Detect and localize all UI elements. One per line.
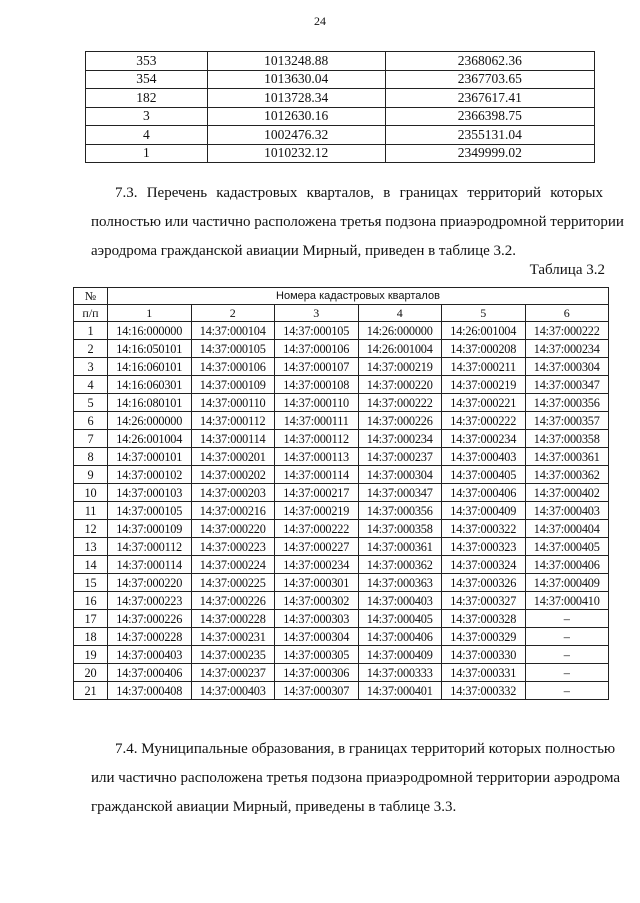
table-cell: 182	[86, 89, 208, 108]
table-cell: 14:37:000220	[108, 574, 192, 592]
table-cell: 14:37:000105	[275, 322, 359, 340]
table-cell: 14:37:000403	[191, 682, 275, 700]
table-row	[74, 592, 609, 610]
table-cell: 354	[86, 70, 208, 89]
table-cell: 14:37:000208	[442, 340, 526, 358]
table-cell: 14:37:000358	[358, 520, 442, 538]
paragraph-line: или частично расположена третья подзона приаэродромной территории аэродрома	[91, 770, 621, 786]
table-cell: –	[525, 646, 609, 664]
table-cell: 14:37:000409	[525, 574, 609, 592]
table-row	[86, 52, 595, 71]
table-cell: 14:37:000203	[191, 484, 275, 502]
table-cell: 14:37:000217	[275, 484, 359, 502]
table-cell: 14:37:000329	[442, 628, 526, 646]
table-row	[74, 448, 609, 466]
table-cell: 14:37:000108	[275, 376, 359, 394]
table-cell: 1002476.32	[207, 126, 385, 145]
table-cell: 14:37:000403	[358, 592, 442, 610]
header-column-number: 1	[108, 305, 192, 322]
table-cell: 14:37:000104	[191, 322, 275, 340]
table-row	[74, 322, 609, 340]
table-cell: 14:37:000234	[525, 340, 609, 358]
table-cell: 14:37:000331	[442, 664, 526, 682]
table-cell: 14:37:000408	[108, 682, 192, 700]
table-cell: 14:16:000000	[108, 322, 192, 340]
table-cell: 14:26:001004	[442, 322, 526, 340]
table-cell: 14:37:000234	[358, 430, 442, 448]
paragraph-line: 7.3. Перечень кадастровых кварталов, в границах территорий которых	[115, 185, 603, 201]
table-cell: 14:37:000363	[358, 574, 442, 592]
table-cell: 14:37:000327	[442, 592, 526, 610]
table-cell: 14:16:080101	[108, 394, 192, 412]
page-number: 24	[314, 14, 326, 28]
table-row	[74, 412, 609, 430]
row-number-cell: 6	[74, 412, 108, 430]
table-row	[86, 89, 595, 108]
row-number-cell: 8	[74, 448, 108, 466]
table-cell: 1012630.16	[207, 107, 385, 126]
table-cell: 14:37:000109	[108, 520, 192, 538]
table-row	[74, 646, 609, 664]
table-row	[86, 107, 595, 126]
table-row	[74, 430, 609, 448]
table-cell: 14:37:000362	[525, 466, 609, 484]
table-cell: 14:37:000307	[275, 682, 359, 700]
row-number-cell: 11	[74, 502, 108, 520]
table-cell: 14:37:000226	[108, 610, 192, 628]
table-cell: 2366398.75	[385, 107, 594, 126]
table-cell: 14:37:000225	[191, 574, 275, 592]
table-cell: 14:37:000107	[275, 358, 359, 376]
paragraph-line: 7.4. Муниципальные образования, в границах территорий которых полностью	[115, 741, 616, 757]
table-cell: 14:37:000403	[108, 646, 192, 664]
table-cell: 14:37:000301	[275, 574, 359, 592]
table-cell: 14:37:000324	[442, 556, 526, 574]
row-number-cell: 17	[74, 610, 108, 628]
table-cell: 14:37:000332	[442, 682, 526, 700]
row-number-cell: 13	[74, 538, 108, 556]
table-row	[74, 358, 609, 376]
table-cell: 14:37:000347	[525, 376, 609, 394]
table-cell: 14:37:000361	[358, 538, 442, 556]
row-number-cell: 4	[74, 376, 108, 394]
table-cell: 1013630.04	[207, 70, 385, 89]
table-cell: 14:37:000403	[525, 502, 609, 520]
row-number-cell: 1	[74, 322, 108, 340]
table-cell: 14:37:000405	[442, 466, 526, 484]
table-cell: 14:37:000304	[525, 358, 609, 376]
table-cell: 14:37:000406	[442, 484, 526, 502]
table-cell: 14:37:000409	[358, 646, 442, 664]
table-cell: 2367703.65	[385, 70, 594, 89]
table-cell: 14:37:000361	[525, 448, 609, 466]
table-cell: 14:37:000112	[191, 412, 275, 430]
row-number-cell: 16	[74, 592, 108, 610]
table-cell: –	[525, 610, 609, 628]
table-cell: 14:37:000226	[191, 592, 275, 610]
header-column-number: 5	[442, 305, 526, 322]
table-cell: 14:37:000227	[275, 538, 359, 556]
row-number-cell: 21	[74, 682, 108, 700]
table-cell: 14:37:000106	[275, 340, 359, 358]
row-number-cell: 7	[74, 430, 108, 448]
row-number-cell: 19	[74, 646, 108, 664]
row-number-cell: 5	[74, 394, 108, 412]
table-cell: 14:37:000221	[442, 394, 526, 412]
table-row	[74, 610, 609, 628]
table-cell: 14:37:000403	[442, 448, 526, 466]
table-cell: 14:37:000219	[358, 358, 442, 376]
table-cell: –	[525, 628, 609, 646]
table-cell: 14:37:000101	[108, 448, 192, 466]
table-caption: Таблица 3.2	[529, 262, 605, 278]
table-cell: –	[525, 682, 609, 700]
paragraph-7-4	[91, 735, 621, 822]
table-cell: 14:37:000401	[358, 682, 442, 700]
table-cell: 14:37:000228	[108, 628, 192, 646]
table-row	[86, 144, 595, 163]
paragraph-line: аэродрома гражданской авиации Мирный, приведен в таблице 3.2.	[91, 243, 517, 259]
table-cell: 14:37:000303	[275, 610, 359, 628]
table-cell: 14:37:000211	[442, 358, 526, 376]
table-row	[74, 376, 609, 394]
header-pp: п/п	[74, 305, 108, 322]
table-cell: 14:37:000404	[525, 520, 609, 538]
table-cell: 14:37:000222	[358, 394, 442, 412]
coordinates-table-body	[86, 52, 595, 163]
header-row-columns	[74, 305, 609, 322]
row-number-cell: 20	[74, 664, 108, 682]
table-cell: 14:37:000406	[525, 556, 609, 574]
table-cell: 14:26:000000	[108, 412, 192, 430]
table-cell: 14:37:000114	[108, 556, 192, 574]
table-cell: 14:37:000220	[191, 520, 275, 538]
table-cell: 14:37:000220	[358, 376, 442, 394]
table-cell: 14:37:000406	[108, 664, 192, 682]
table-cell: 14:37:000114	[191, 430, 275, 448]
row-number-cell: 3	[74, 358, 108, 376]
table-cell: 2367617.41	[385, 89, 594, 108]
table-row	[74, 628, 609, 646]
table-cell: 14:37:000228	[191, 610, 275, 628]
row-number-cell: 10	[74, 484, 108, 502]
row-number-cell: 9	[74, 466, 108, 484]
table-cell: 1013248.88	[207, 52, 385, 71]
table-cell: 14:37:000358	[525, 430, 609, 448]
table-cell: 14:37:000323	[442, 538, 526, 556]
table-cell: 14:37:000223	[108, 592, 192, 610]
table-row	[74, 682, 609, 700]
table-cell: 14:26:001004	[358, 340, 442, 358]
table-cell: 14:37:000102	[108, 466, 192, 484]
table-cell: 14:37:000305	[275, 646, 359, 664]
table-row	[74, 520, 609, 538]
table-row	[74, 466, 609, 484]
table-cell: 14:37:000405	[525, 538, 609, 556]
header-column-number: 2	[191, 305, 275, 322]
row-number-cell: 14	[74, 556, 108, 574]
header-group-title: Номера кадастровых кварталов	[108, 288, 609, 305]
row-number-cell: 18	[74, 628, 108, 646]
table-cell: 14:16:050101	[108, 340, 192, 358]
table-cell: 14:37:000356	[358, 502, 442, 520]
table-cell: 14:37:000304	[358, 466, 442, 484]
table-cell: 14:37:000216	[191, 502, 275, 520]
table-cell: 1	[86, 144, 208, 163]
table-cell: 14:26:001004	[108, 430, 192, 448]
table-cell: 14:37:000237	[358, 448, 442, 466]
table-cell: 14:37:000219	[275, 502, 359, 520]
table-cell: 14:37:000112	[108, 538, 192, 556]
table-cell: 14:37:000224	[191, 556, 275, 574]
table-cell: 14:37:000105	[191, 340, 275, 358]
table-cell: 14:37:000223	[191, 538, 275, 556]
table-cell: 2349999.02	[385, 144, 594, 163]
table-cell: 14:37:000111	[275, 412, 359, 430]
table-cell: 14:37:000402	[525, 484, 609, 502]
table-cell: 14:37:000202	[191, 466, 275, 484]
table-cell: 14:37:000410	[525, 592, 609, 610]
table-cell: 14:37:000405	[358, 610, 442, 628]
table-row	[74, 394, 609, 412]
table-cell: 14:37:000347	[358, 484, 442, 502]
table-cell: 1010232.12	[207, 144, 385, 163]
header-column-number: 6	[525, 305, 609, 322]
table-cell: 14:37:000114	[275, 466, 359, 484]
coordinates-table	[85, 51, 595, 163]
row-number-cell: 12	[74, 520, 108, 538]
table-cell: 14:37:000222	[525, 322, 609, 340]
table-row	[74, 556, 609, 574]
cadastral-quarters-table-body	[74, 322, 609, 700]
table-cell: 14:37:000112	[275, 430, 359, 448]
paragraph-7-3	[91, 179, 624, 266]
table-cell: 14:37:000326	[442, 574, 526, 592]
table-cell: 2368062.36	[385, 52, 594, 71]
table-cell: 14:26:000000	[358, 322, 442, 340]
table-cell: 14:37:000306	[275, 664, 359, 682]
table-cell: 2355131.04	[385, 126, 594, 145]
table-cell: 14:37:000322	[442, 520, 526, 538]
table-cell: 14:37:000406	[358, 628, 442, 646]
table-row	[74, 484, 609, 502]
table-row	[74, 664, 609, 682]
table-cell: 14:37:000235	[191, 646, 275, 664]
table-cell: 353	[86, 52, 208, 71]
table-cell: 14:37:000234	[442, 430, 526, 448]
table-cell: 14:16:060101	[108, 358, 192, 376]
table-row	[86, 126, 595, 145]
row-number-cell: 15	[74, 574, 108, 592]
paragraph-line: гражданской авиации Мирный, приведены в таблице 3.3.	[91, 799, 457, 815]
table-cell: 14:37:000110	[191, 394, 275, 412]
table-cell: 1013728.34	[207, 89, 385, 108]
table-cell: 14:37:000302	[275, 592, 359, 610]
table-cell: 14:37:000304	[275, 628, 359, 646]
table-cell: 14:37:000234	[275, 556, 359, 574]
table-cell: –	[525, 664, 609, 682]
header-column-number: 3	[275, 305, 359, 322]
table-cell: 14:37:000109	[191, 376, 275, 394]
table-row	[74, 502, 609, 520]
table-cell: 14:37:000333	[358, 664, 442, 682]
table-cell: 14:37:000328	[442, 610, 526, 628]
table-cell: 14:37:000226	[358, 412, 442, 430]
table-cell: 14:37:000231	[191, 628, 275, 646]
table-row	[74, 538, 609, 556]
table-cell: 14:37:000201	[191, 448, 275, 466]
table-row	[74, 574, 609, 592]
table-cell: 14:37:000103	[108, 484, 192, 502]
table-cell: 3	[86, 107, 208, 126]
table-cell: 14:37:000330	[442, 646, 526, 664]
table-cell: 14:37:000106	[191, 358, 275, 376]
table-cell: 14:37:000105	[108, 502, 192, 520]
table-cell: 14:37:000222	[442, 412, 526, 430]
table-row	[86, 70, 595, 89]
table-cell: 14:16:060301	[108, 376, 192, 394]
table-cell: 14:37:000356	[525, 394, 609, 412]
table-cell: 14:37:000362	[358, 556, 442, 574]
table-cell: 14:37:000409	[442, 502, 526, 520]
row-number-cell: 2	[74, 340, 108, 358]
header-column-number: 4	[358, 305, 442, 322]
header-number-sign: №	[74, 288, 108, 305]
paragraph-line: полностью или частично расположена третья подзона приаэродромной территории	[91, 214, 624, 230]
table-cell: 14:37:000237	[191, 664, 275, 682]
table-header	[74, 288, 609, 322]
table-cell: 14:37:000222	[275, 520, 359, 538]
table-cell: 14:37:000110	[275, 394, 359, 412]
table-cell: 14:37:000113	[275, 448, 359, 466]
table-row	[74, 340, 609, 358]
table-cell: 14:37:000219	[442, 376, 526, 394]
cadastral-quarters-table	[73, 287, 609, 700]
table-cell: 14:37:000357	[525, 412, 609, 430]
header-row	[74, 288, 609, 305]
table-cell: 4	[86, 126, 208, 145]
